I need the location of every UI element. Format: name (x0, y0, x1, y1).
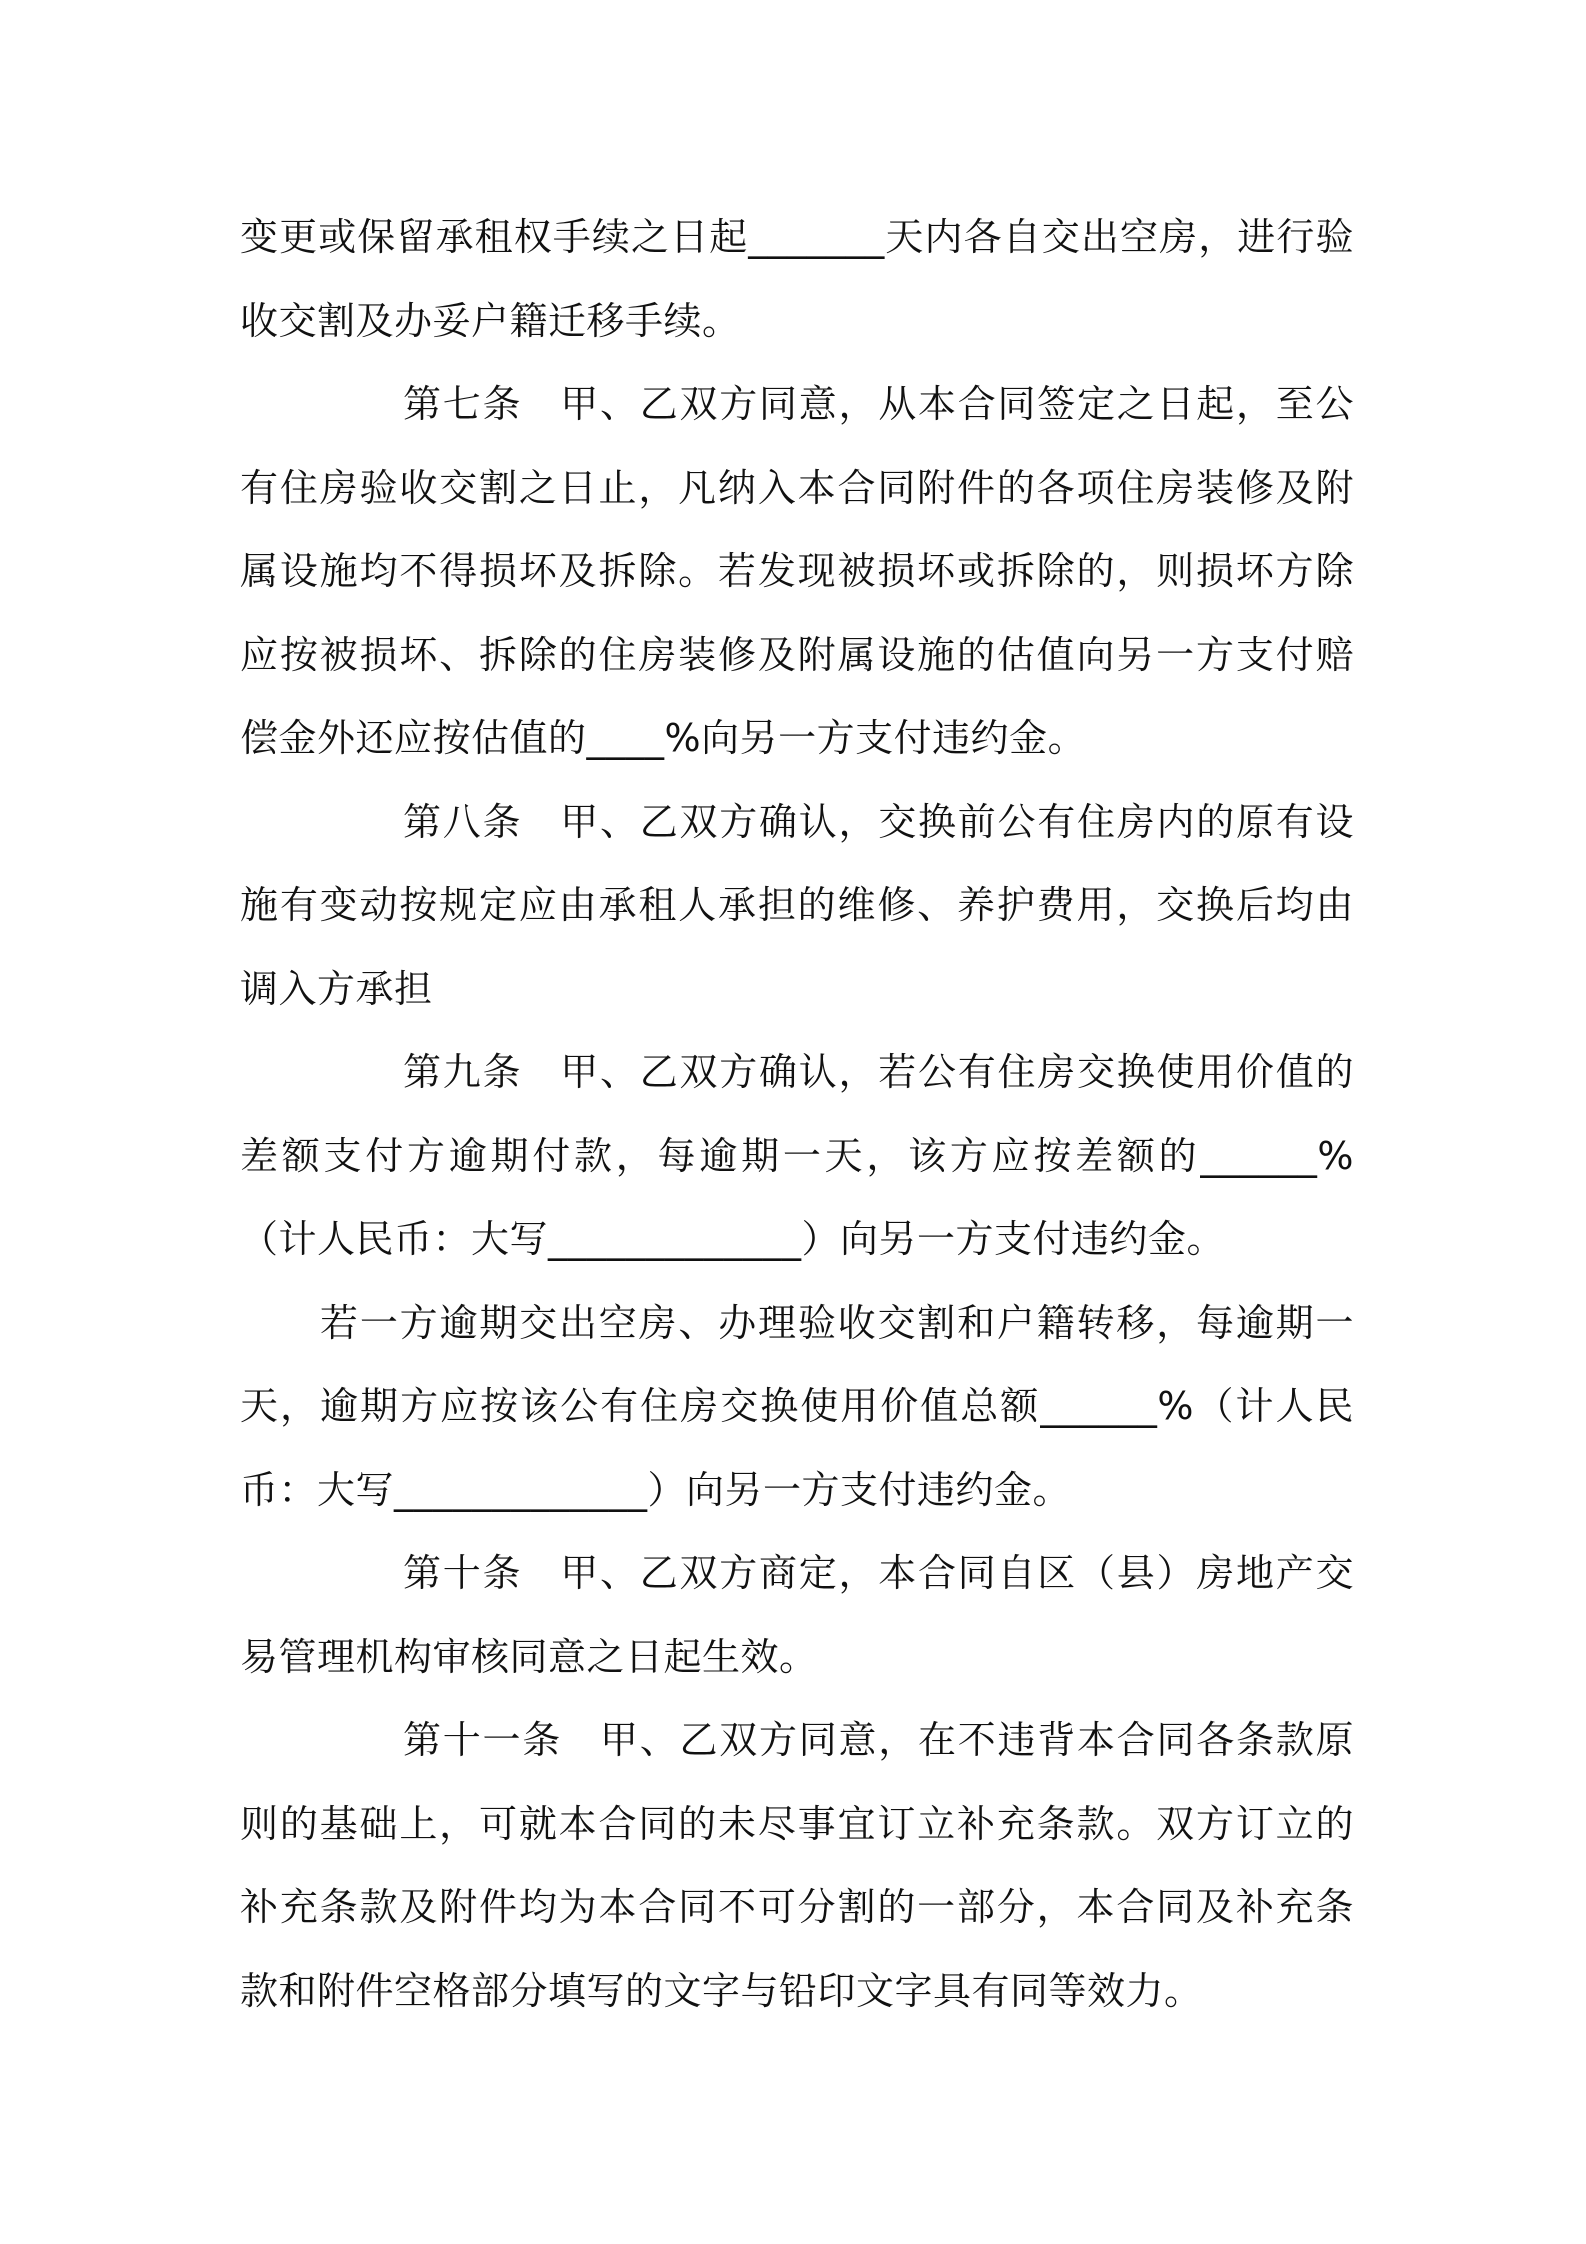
article-9 (240, 1031, 1354, 1282)
article-number: 第十一条 (403, 1718, 562, 1762)
article-text: 甲、乙双方确认，若公有住房交换使用价值的差额支付方逾期付款，每逾期一天，该方应按差额的______%（计人民币：大写_____________）向另一方支付违约金。 (240, 1050, 1354, 1261)
document-body (240, 196, 1354, 2033)
article-7 (240, 363, 1354, 781)
article-text: 甲、乙双方确认，交换前公有住房内的原有设施有变动按规定应由承租人承担的维修、养护费用，交换后均由调入方承担 (240, 799, 1354, 1011)
article-8 (240, 781, 1354, 1032)
article-number: 第七条 (403, 382, 523, 426)
article-10 (240, 1532, 1354, 1699)
article-text: 甲、乙双方商定，本合同自区（县）房地产交易管理机构审核同意之日起生效。 (240, 1551, 1354, 1679)
article-number: 第十条 (403, 1551, 523, 1595)
article-11 (240, 1699, 1354, 2033)
paragraph-text: 若一方逾期交出空房、办理验收交割和户籍转移，每逾期一天，逾期方应按该公有住房交换使用价值总额______%（计人民币：大写_____________）向另一方支付违约金。 (240, 1300, 1354, 1512)
paragraph-continuation (240, 196, 1354, 363)
article-text: 甲、乙双方同意，在不违背本合同各条款原则的基础上，可就本合同的未尽事宜订立补充条款。双方订立的补充条款及附件均为本合同不可分割的一部分，本合同及补充条款和附件空格部分填写的文字与铅印文字具有同等效力。 (240, 1718, 1354, 2013)
paragraph-text: 变更或保留承租权手续之日起_______天内各自交出空房，进行验收交割及办妥户籍迁移手续。 (240, 215, 1354, 343)
article-text: 甲、乙双方同意，从本合同签定之日起，至公有住房验收交割之日止，凡纳入本合同附件的各项住房装修及附属设施均不得损坏及拆除。若发现被损坏或拆除的，则损坏方除应按被损坏、拆除的住房装修及附属设施的估值向另一方支付赔偿金外还应按估值的____%向另一方支付违约金。 (240, 382, 1354, 760)
article-number: 第八条 (403, 799, 523, 844)
article-number: 第九条 (403, 1050, 523, 1094)
article-9-continuation (240, 1282, 1354, 1533)
